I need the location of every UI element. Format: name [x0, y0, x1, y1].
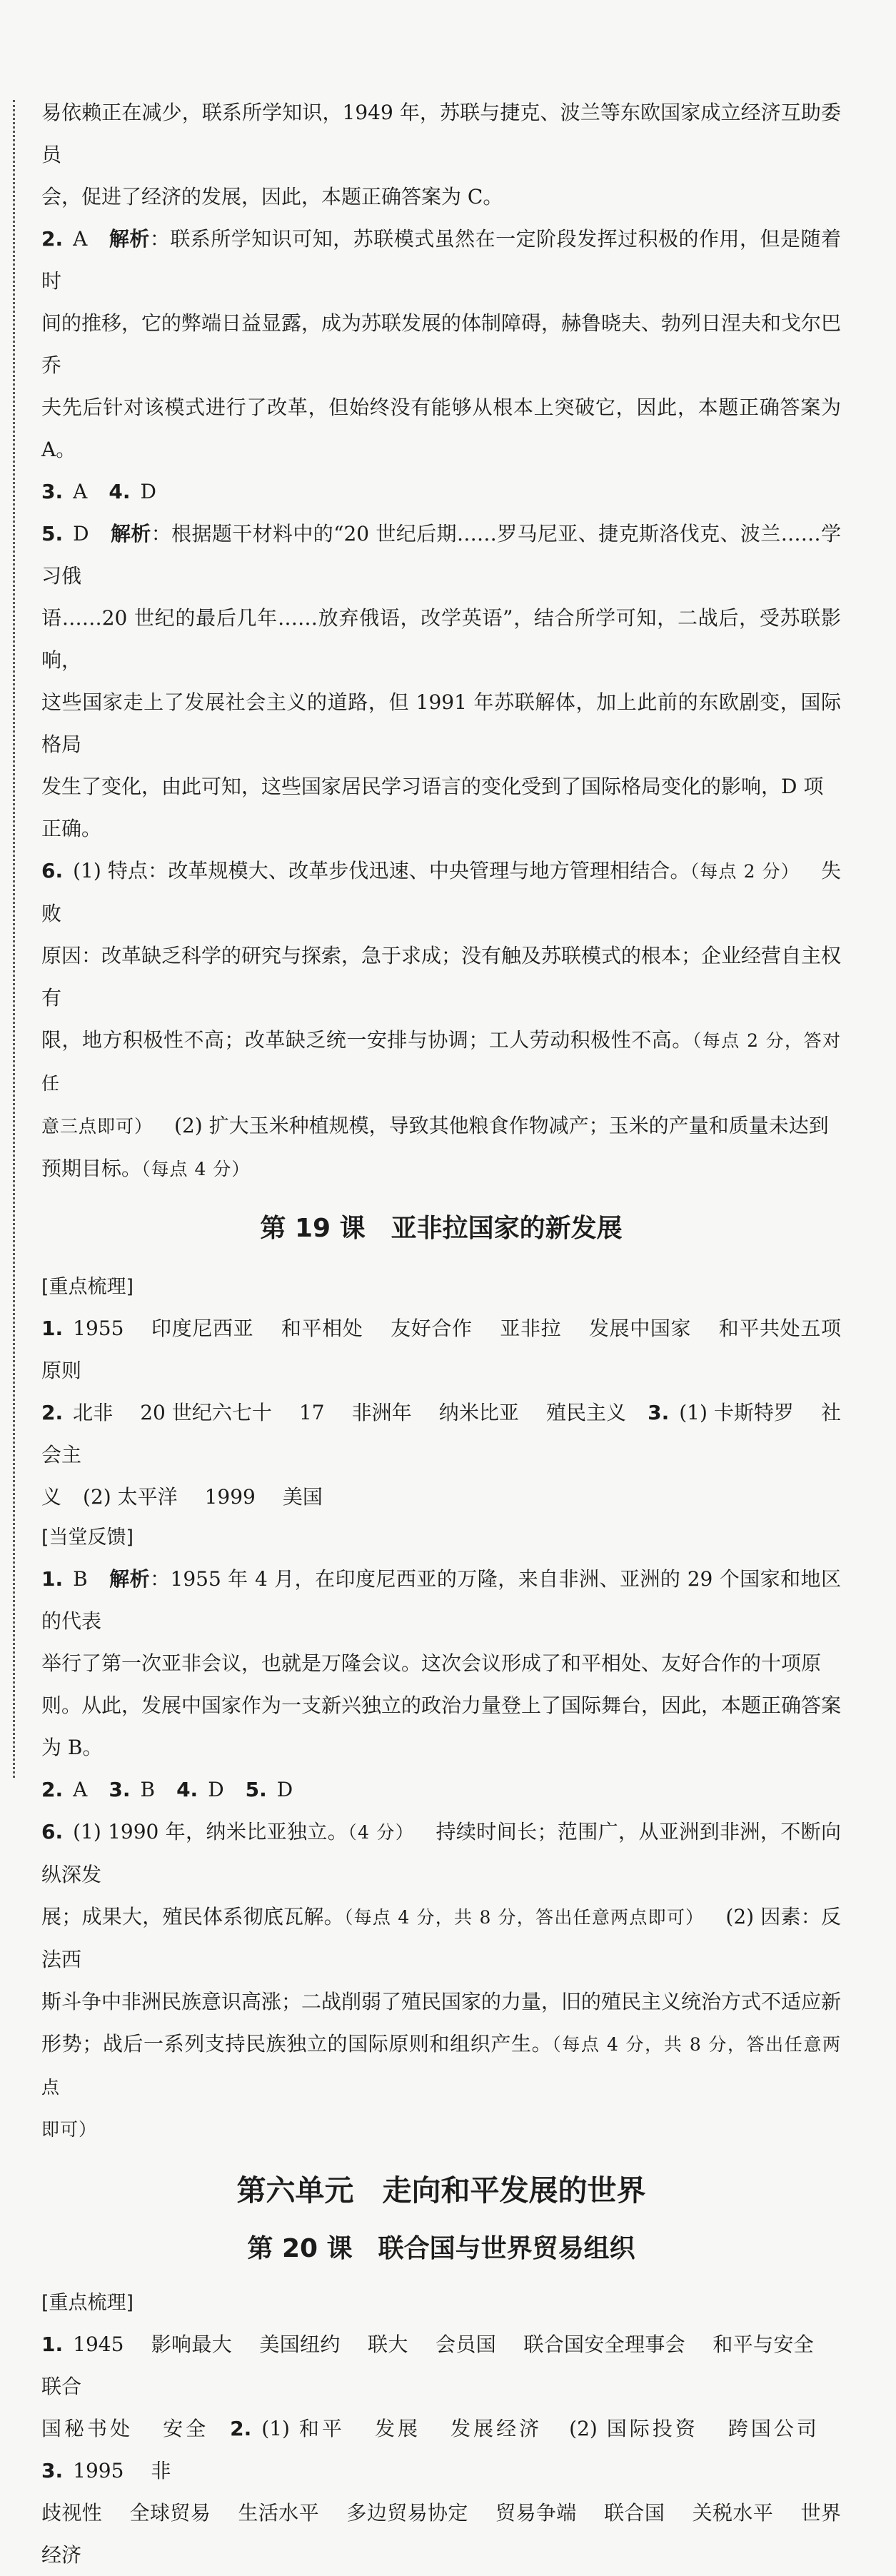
answer-2: 2. A 解析：联系所学知识可知，苏联模式虽然在一定阶段发挥过积极的作用，但是随着时 间的推移，它的弊端日益显露，成为苏联发展的体制障碍，赫鲁晓夫、勃列日涅夫和戈尔巴乔 夫先后针对该模式进行了改革，但始终没有能够从根本上突破它，因此，本题正确答案为 A。 [41, 227, 842, 461]
section-label-feedback: [当堂反馈] [41, 1526, 134, 1549]
review-item-2-3: 2. 北非 20 世纪六七十 17 非洲年 纳米比亚 殖民主义 3. (1) 卡斯特罗 社会主 义 (2) 太平洋 1999 美国 [41, 1401, 841, 1509]
feedback-2-5: 2. A 3. B 4. D 5. D [41, 1778, 293, 1801]
margin-dotted-rule [13, 100, 15, 1778]
review-item-1: 1. 1955 印度尼西亚 和平相处 友好合作 亚非拉 发展中国家 和平共处五项原则 [41, 1317, 841, 1382]
review-item-1-3: 1. 1945 影响最大 美国纽约 联大 会员国 联合国安全理事会 和平与安全联合 国秘书处 安全 2. (1) 和平 发展 发展经济 (2) 国际投资 跨国公司3. 1995 非 歧视性 全球贸易 生活水平 多边贸易协定 贸易争端 联合国 关税水平 世界经济 [41, 2333, 841, 2567]
feedback-1: 1. B 解析：1955 年 4 月，在印度尼西亚的万隆，来自非洲、亚洲的 29 个国家和地区的代表 举行了第一次亚非会议，也就是万隆会议。这次会议形成了和平相处、友好合作的十项原 则。从此，发展中国家作为一支新兴独立的政治力量登上了国际舞台，因此，本题正确答案 为 B。 [41, 1567, 842, 1759]
answer-3-4: 3. A 4. D [41, 480, 156, 503]
section-label-review: [重点梳理] [41, 1276, 134, 1298]
analysis-label: 解析 [110, 522, 151, 545]
answer-6: 6. (1) 特点：改革规模大、改革步伐迅速、中央管理与地方管理相结合。（每点 2 分） 失败 原因：改革缺乏科学的研究与探索，急于求成；没有触及苏联模式的根本；企业经营自主权有 限，地方积极性不高；改革缺乏统一安排与协调；工人劳动积极性不高。（每点 2 分，答对任 意三点即可） (2) 扩大玉米种植规模，导致其他粮食作物减产；玉米的产量和质量未达到 预期目标。（每点 4 分） [41, 859, 842, 1180]
lesson-20-title: 第 20 课 联合国与世界贸易组织 [247, 2234, 635, 2263]
answer-5: 5. D 解析：根据题干材料中的“20 世纪后期……罗马尼亚、捷克斯洛伐克、波兰……学习俄 语……20 世纪的最后几年……放弃俄语，改学英语”，结合所学可知，二战后，受苏联影响， 这些国家走上了发展社会主义的道路，但 1991 年苏联解体，加上此前的东欧剧变，国际格局 发生了变化，由此可知，这些国家居民学习语言的变化受到了国际格局变化的影响，D 项 正确。 [41, 522, 841, 840]
unit-6-title: 第六单元 走向和平发展的世界 [236, 2173, 646, 2208]
continuation-paragraph: 易依赖正在减少，联系所学知识，1949 年，苏联与捷克、波兰等东欧国家成立经济互助委员 会，促进了经济的发展，因此，本题正确答案为 C。 [41, 101, 841, 208]
analysis-label: 解析 [109, 1567, 151, 1591]
lesson-19-title: 第 19 课 亚非拉国家的新发展 [260, 1214, 623, 1243]
answer-page [41, 91, 841, 2576]
analysis-label: 解析 [109, 227, 150, 251]
section-label-review: [重点梳理] [41, 2292, 134, 2314]
feedback-6: 6. (1) 1990 年，纳米比亚独立。（4 分） 持续时间长；范围广，从亚洲到非洲，不断向纵深发 展；成果大，殖民体系彻底瓦解。（每点 4 分，共 8 分，答出任意两点即可） (2) 因素：反法西 斯斗争中非洲民族意识高涨；二战削弱了殖民国家的力量，旧的殖民主义统治方式不适应新 形势；战后一系列支持民族独立的国际原则和组织产生。（每点 4 分，共 8 分，答出任意两点 即可） [41, 1820, 842, 2140]
